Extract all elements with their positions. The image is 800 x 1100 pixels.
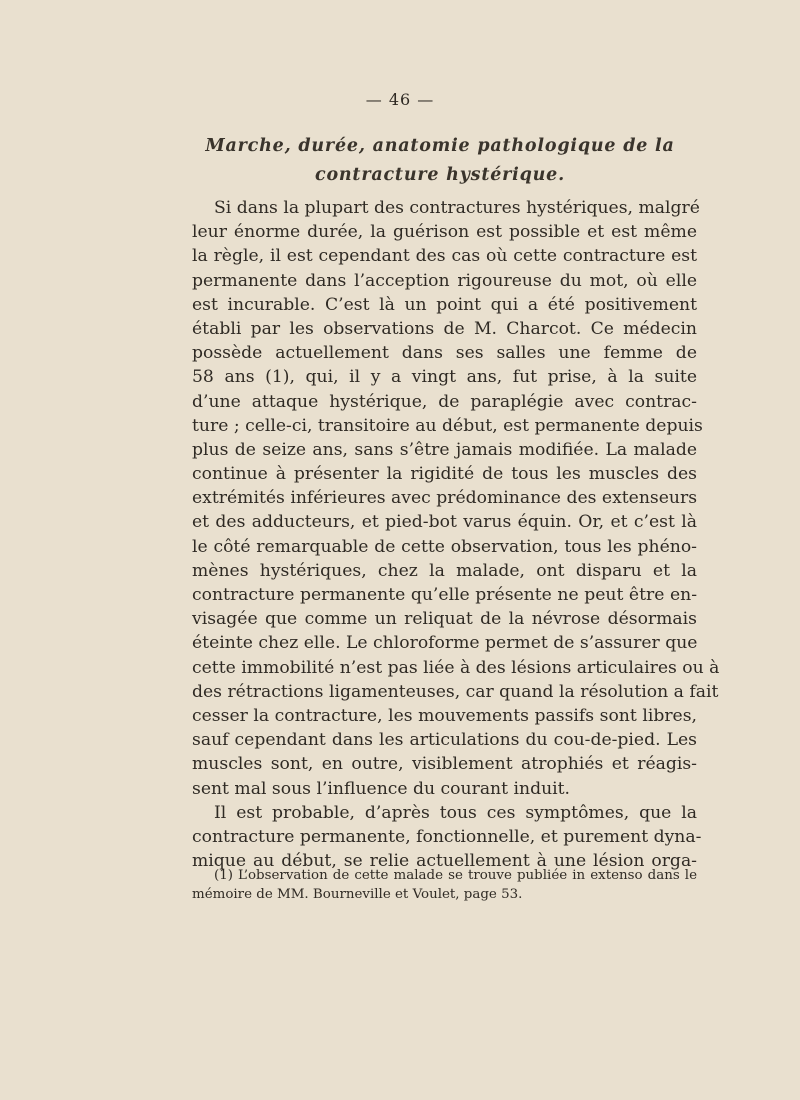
text-line: ture ; celle-ci, transitoire au début, est permanente depuis (192, 415, 703, 436)
text-line: des rétractions ligamenteuses, car quand la résolution a fait (192, 681, 719, 702)
text-line: continue à présenter la rigidité de tous les muscles des (192, 464, 697, 485)
text-line: établi par les observations de M. Charcot. Ce médecin (192, 318, 697, 339)
text-line: le côté remarquable de cette observation, tous les phéno- (192, 536, 697, 557)
footnote-line: (1) L’observation de cette malade se trouve publiée in extenso dans le (214, 868, 697, 883)
text-line: contracture permanente, fonctionnelle, et purement dyna- (192, 826, 702, 847)
page-number: — 46 — (365, 90, 435, 109)
footnote-line: mémoire de MM. Bourneville et Voulet, page 53. (192, 887, 523, 902)
text-line: sauf cependant dans les articulations du cou-de-pied. Les (192, 730, 697, 751)
body-text (192, 196, 720, 873)
text-line: possède actuellement dans ses salles une femme de (192, 343, 697, 364)
text-line: leur énorme durée, la guérison est possible et est même (192, 222, 697, 243)
text-line: permanente dans l’acception rigoureuse du mot, où elle (192, 270, 697, 291)
text-line: visagée que comme un reliquat de la névrose désormais (192, 609, 697, 630)
text-line: mènes hystériques, chez la malade, ont disparu et la (192, 560, 697, 581)
text-line: plus de seize ans, sans s’être jamais modifiée. La malade (192, 439, 697, 460)
text-line: la règle, il est cependant des cas où cette contracture est (192, 246, 697, 267)
text-line: Si dans la plupart des contractures hystériques, malgré (214, 198, 700, 218)
text-line: 58 ans (1), qui, il y a vingt ans, fut prise, à la suite (192, 367, 697, 388)
text-line: cesser la contracture, les mouvements passifs sont libres, (192, 705, 697, 726)
text-line: et des adducteurs, et pied-bot varus équin. Or, et c’est là (192, 512, 697, 533)
text-line: d’une attaque hystérique, de paraplégie avec contrac- (192, 391, 697, 412)
footnote (192, 866, 697, 904)
section-heading (190, 132, 690, 190)
text-line: Il est probable, d’après tous ces symptômes, que la (214, 802, 697, 823)
section-heading-line: Marche, durée, anatomie pathologique de la (205, 136, 675, 156)
text-line: est incurable. C’est là un point qui a été positivement (192, 294, 697, 315)
text-line: sent mal sous l’influence du courant induit. (192, 778, 571, 799)
text-line: mique au début, se relie actuellement à une lésion orga- (192, 851, 697, 872)
section-heading-line: contracture hystérique. (314, 165, 566, 185)
text-line: extrémités inférieures avec prédominance des extenseurs (192, 488, 698, 509)
text-line: muscles sont, en outre, visiblement atrophiés et réagis- (192, 754, 697, 775)
text-line: éteinte chez elle. Le chloroforme permet de s’assurer que (192, 633, 698, 654)
text-line: contracture permanente qu’elle présente ne peut être en- (192, 585, 697, 605)
text-line: cette immobilité n’est pas liée à des lésions articulaires ou à (192, 657, 720, 678)
